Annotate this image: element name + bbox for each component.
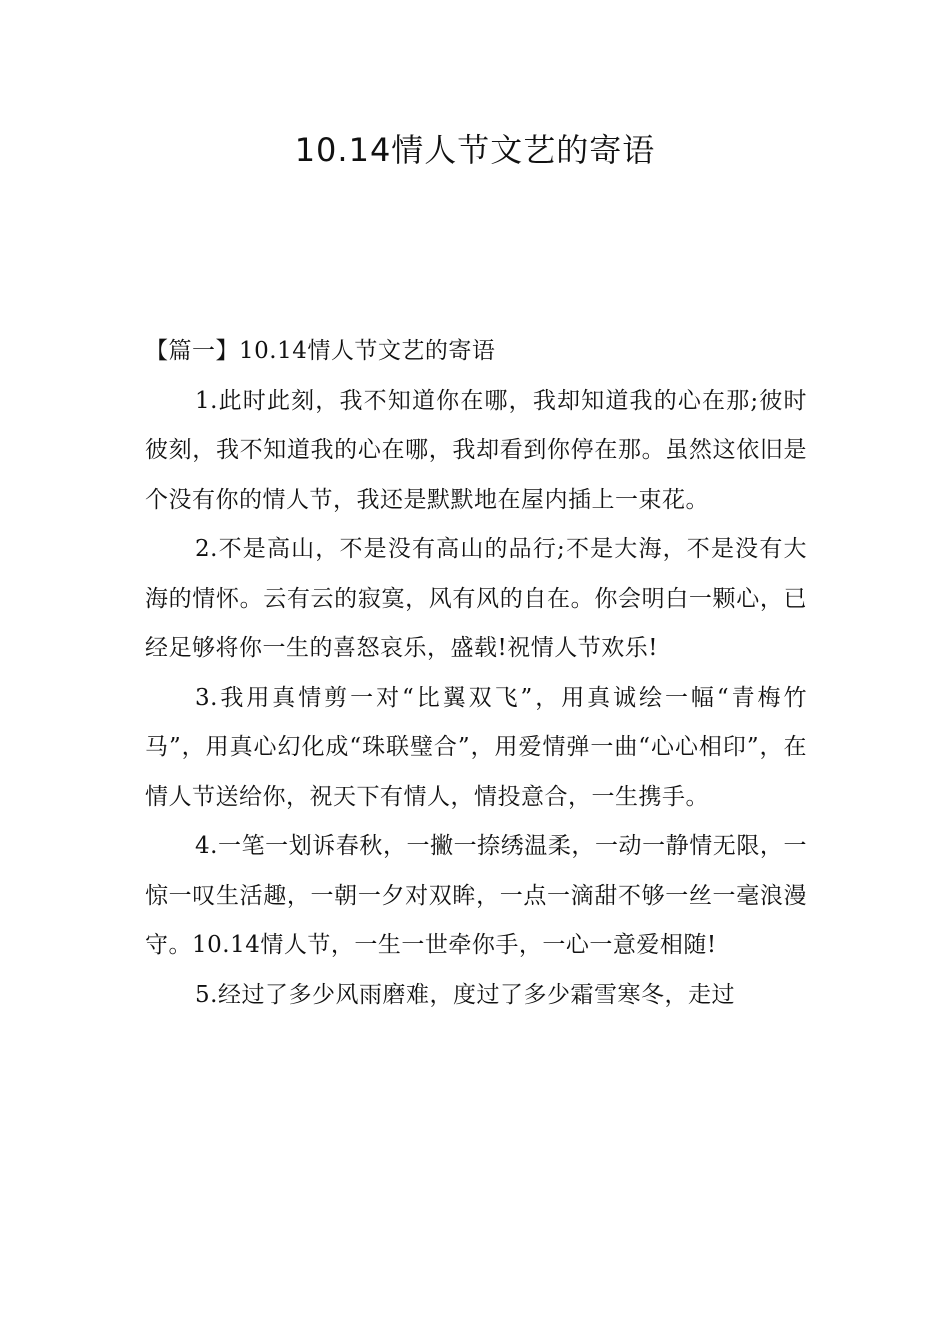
document-body: [145, 327, 807, 1020]
paragraph-1: 1.此时此刻，我不知道你在哪，我却知道我的心在那;彼时彼刻，我不知道我的心在哪，我却看到你停在那。虽然这依旧是个没有你的情人节，我还是默默地在屋内插上一束花。: [145, 387, 807, 513]
paragraph-4: 4.一笔一划诉春秋，一撇一捺绣温柔，一动一静情无限，一惊一叹生活趣，一朝一夕对双眸，一点一滴甜不够一丝一毫浪漫守。10.14情人节，一生一世牵你手，一心一意爱相随!: [145, 833, 807, 958]
section-heading: 【篇一】10.14情人节文艺的寄语: [145, 338, 496, 364]
paragraph-2: 2.不是高山，不是没有高山的品行;不是大海，不是没有大海的情怀。云有云的寂寞，风有风的自在。你会明白一颗心，已经足够将你一生的喜怒哀乐，盛载!祝情人节欢乐!: [145, 536, 807, 661]
document-title: 10.14情人节文艺的寄语: [294, 131, 656, 169]
paragraph-3: 3.我用真情剪一对“比翼双飞”，用真诚绘一幅“青梅竹马”，用真心幻化成“珠联璧合”，用爱情弹一曲“心心相印”，在情人节送给你，祝天下有情人，情投意合，一生携手。: [145, 684, 807, 810]
paragraph-5: 5.经过了多少风雨磨难，度过了多少霜雪寒冬，走过: [195, 981, 735, 1008]
